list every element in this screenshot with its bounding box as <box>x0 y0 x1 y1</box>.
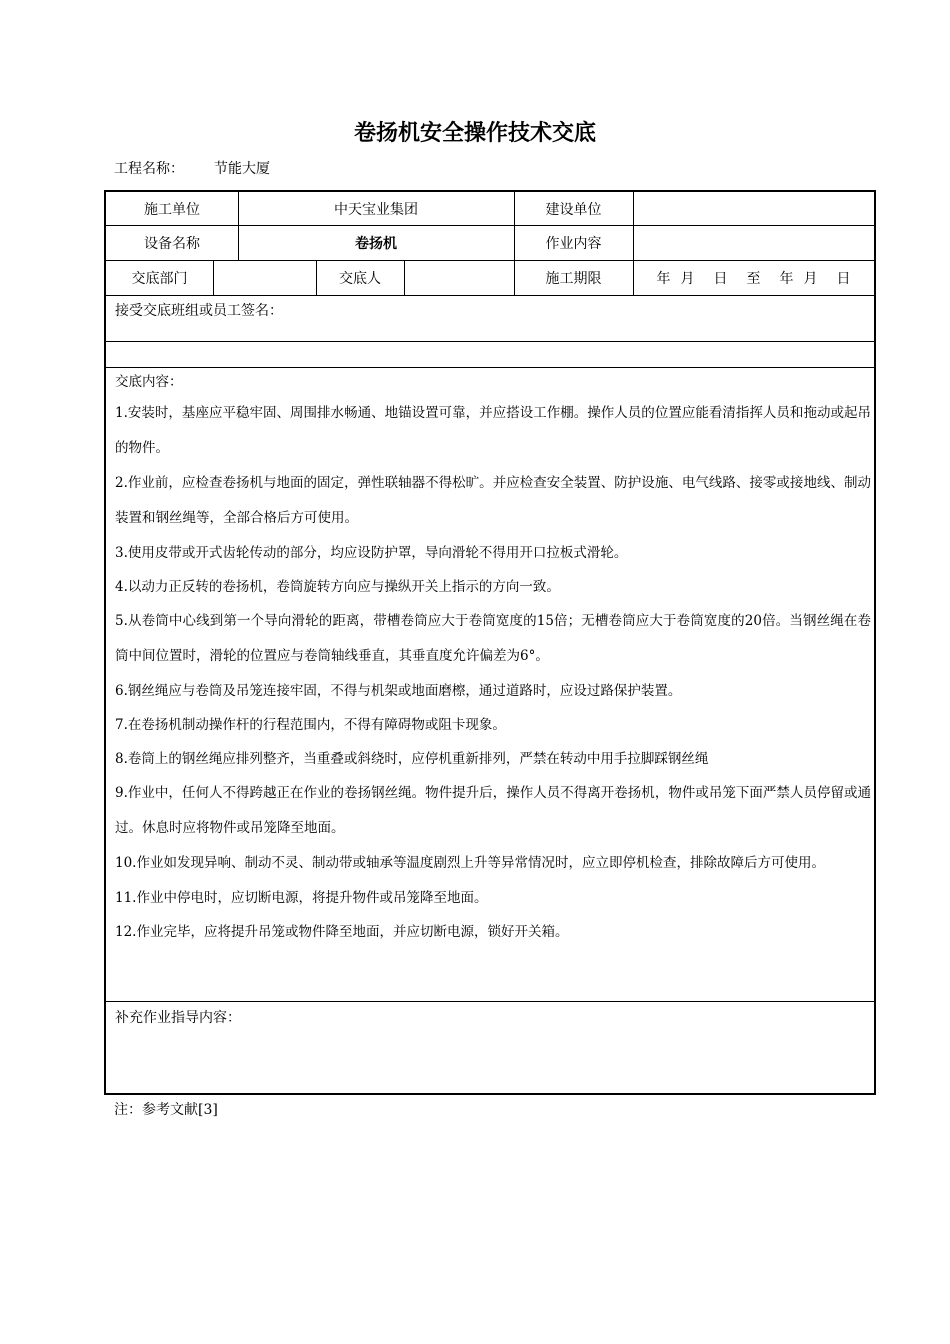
construction-period-value[interactable] <box>633 260 874 295</box>
period-day-start: 日 <box>713 270 728 287</box>
content-item: 10.作业如发现异响、制动不灵、制动带或轴承等温度剧烈上升等异常情况时，应立即停机检查，排除故障后方可使用。 <box>115 855 825 871</box>
disclosure-content-label: 交底内容： <box>115 374 183 390</box>
signature-label: 接受交底班组或员工签名： <box>115 303 283 319</box>
period-month-end: 月 <box>803 270 818 287</box>
content-item: 5.从卷筒中心线到第一个导向滑轮的距离，带槽卷筒应大于卷筒宽度的15倍；无槽卷筒应大于卷筒宽度的20倍。当钢丝绳在卷筒中间位置时，滑轮的位置应与卷筒轴线垂直，其垂直度允许偏差为6°。 <box>115 613 871 664</box>
work-content-value[interactable] <box>633 225 874 260</box>
department-value[interactable] <box>213 260 316 295</box>
period-year-end: 年 <box>779 270 794 287</box>
content-item: 11.作业中停电时，应切断电源，将提升物件或吊笼降至地面。 <box>115 890 488 906</box>
owner-unit-label: 建设单位 <box>545 201 602 218</box>
period-day-end: 日 <box>836 270 851 287</box>
disclosure-form <box>104 190 876 1095</box>
period-to: 至 <box>746 270 761 287</box>
row-divider <box>106 1001 874 1002</box>
document-title: 卷扬机安全操作技术交底 <box>353 121 596 146</box>
project-name-label: 工程名称： <box>114 161 184 177</box>
content-item: 9.作业中，任何人不得跨越正在作业的卷扬钢丝绳。物件提升后，操作人员不得离开卷扬机，物件或吊笼下面严禁人员停留或通过。休息时应将物件或吊笼降至地面。 <box>115 785 871 836</box>
owner-unit-value[interactable] <box>633 192 874 225</box>
construction-period-label: 施工期限 <box>545 270 602 287</box>
project-name-value: 节能大厦 <box>214 161 270 177</box>
supplement-label: 补充作业指导内容： <box>115 1010 241 1026</box>
content-item: 8.卷筒上的钢丝绳应排列整齐，当重叠或斜绕时，应停机重新排列，严禁在转动中用手拉脚踩钢丝绳 <box>115 751 709 767</box>
content-item: 7.在卷扬机制动操作杆的行程范围内，不得有障碍物或阻卡现象。 <box>115 717 506 733</box>
period-year-start: 年 <box>656 270 671 287</box>
construction-unit-value: 中天宝业集团 <box>334 201 418 218</box>
content-item: 4.以动力正反转的卷扬机，卷筒旋转方向应与操纵开关上指示的方向一致。 <box>115 579 560 595</box>
content-item: 2.作业前，应检查卷扬机与地面的固定，弹性联轴器不得松旷。并应检查安全装置、防护设施、电气线路、接零或接地线、制动装置和钢丝绳等，全部合格后方可使用。 <box>115 475 871 526</box>
row-divider <box>106 295 874 296</box>
reference-note: 注：参考文献[3] <box>114 1102 218 1118</box>
content-item: 3.使用皮带或开式齿轮传动的部分，均应设防护罩，导向滑轮不得用开口拉板式滑轮。 <box>115 545 628 561</box>
department-label: 交底部门 <box>131 270 188 287</box>
project-name <box>114 158 270 178</box>
discloser-label: 交底人 <box>339 270 381 287</box>
work-content-label: 作业内容 <box>545 235 602 252</box>
period-month-start: 月 <box>680 270 695 287</box>
content-item: 6.钢丝绳应与卷筒及吊笼连接牢固，不得与机架或地面磨檫，通过道路时，应设过路保护装置。 <box>115 683 682 699</box>
row-divider <box>106 341 874 342</box>
equipment-name-label: 设备名称 <box>144 235 200 252</box>
equipment-name-value: 卷扬机 <box>355 235 397 252</box>
construction-unit-label: 施工单位 <box>144 201 200 218</box>
content-item: 1.安装时，基座应平稳牢固、周围排水畅通、地锚设置可靠，并应搭设工作棚。操作人员的位置应能看清指挥人员和拖动或起吊的物件。 <box>115 405 871 456</box>
disclosure-content <box>115 368 871 949</box>
content-item: 12.作业完毕，应将提升吊笼或物件降至地面，并应切断电源，锁好开关箱。 <box>115 924 569 940</box>
discloser-value[interactable] <box>404 260 514 295</box>
